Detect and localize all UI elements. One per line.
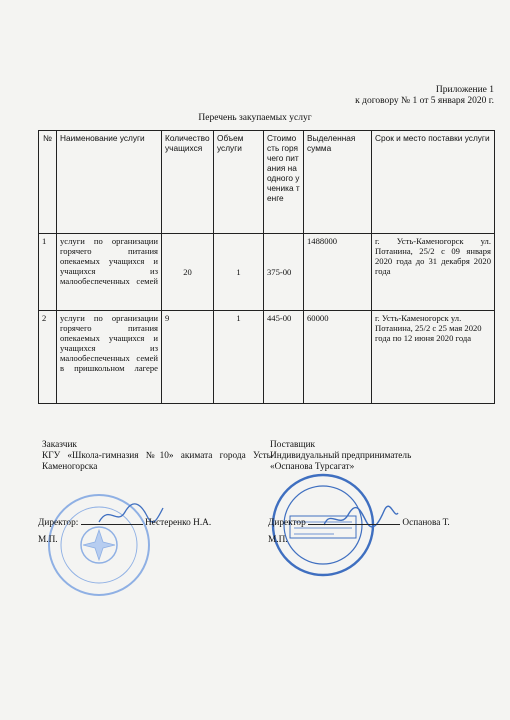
header-num: № [39,131,57,234]
table-row [39,234,495,311]
customer-block [42,440,274,473]
appendix-line-1: Приложение 1 [435,85,494,95]
document-title: Перечень закупаемых услуг [198,113,312,123]
row-num: 1 [39,234,57,311]
header-students: Количество учащихся [162,131,214,234]
row-place: г. Усть-Каменогорск ул. Потанина, 25/2 с 09 января 2020 года до 31 декабря 2020 года [372,234,495,311]
customer-director-name: Нестеренко Н.А. [144,518,212,528]
header-volume: Объем услуги [214,131,264,234]
customer-name: КГУ «Школа-гимназия №10» акимата города Усть-Каменогорска [42,451,274,472]
header-sum: Выделенная сумма [304,131,372,234]
header-price: Стоимость горячего питания на одного ученика тенге [264,131,304,234]
customer-label: Заказчик [42,440,77,450]
row-service-name: услуги по организации горячего питания опекаемых учащихся и учащихся из малообеспеченных семей [57,234,162,311]
row-num: 2 [39,311,57,404]
signature-underline [308,524,400,525]
supplier-label: Поставщик [270,440,316,450]
services-table [38,130,495,404]
table-row [39,311,495,404]
table-header-row [39,131,495,234]
row-place: г. Усть-Каменогорск ул. Потанина, 25/2 с 25 мая 2020 года по 12 июня 2020 года [372,311,495,404]
supplier-signature-line [268,518,450,528]
row-price: 445-00 [264,311,304,404]
supplier-name-line1: Индивидуальный предприниматель [270,451,412,461]
supplier-director-label: Директор [268,518,306,528]
header-service-name: Наименование услуги [57,131,162,234]
row-volume: 1 [214,311,264,404]
supplier-block [270,440,500,473]
header-place: Срок и место поставки услуги [372,131,495,234]
appendix-line-2: к договору № 1 от 5 января 2020 г. [355,96,494,106]
row-volume: 1 [214,234,264,311]
row-sum: 60000 [304,311,372,404]
customer-mp: М.П. [38,535,58,545]
row-service-name: услуги по организации горячего питания опекаемых учащихся и учащихся из малообеспеченных семей в пришкольном лагере [57,311,162,404]
row-students: 9 [162,311,214,404]
customer-director-label: Директор: [38,518,79,528]
row-students: 20 [162,234,214,311]
appendix-header [355,85,494,107]
supplier-name-line2: «Оспанова Турсагат» [270,462,355,472]
supplier-director-name: Оспанова Т. [402,518,450,528]
customer-signature-line [38,518,211,528]
supplier-mp: М.П. [268,535,288,545]
row-sum: 1488000 [304,234,372,311]
signature-underline [81,524,143,525]
row-price: 375-00 [264,234,304,311]
